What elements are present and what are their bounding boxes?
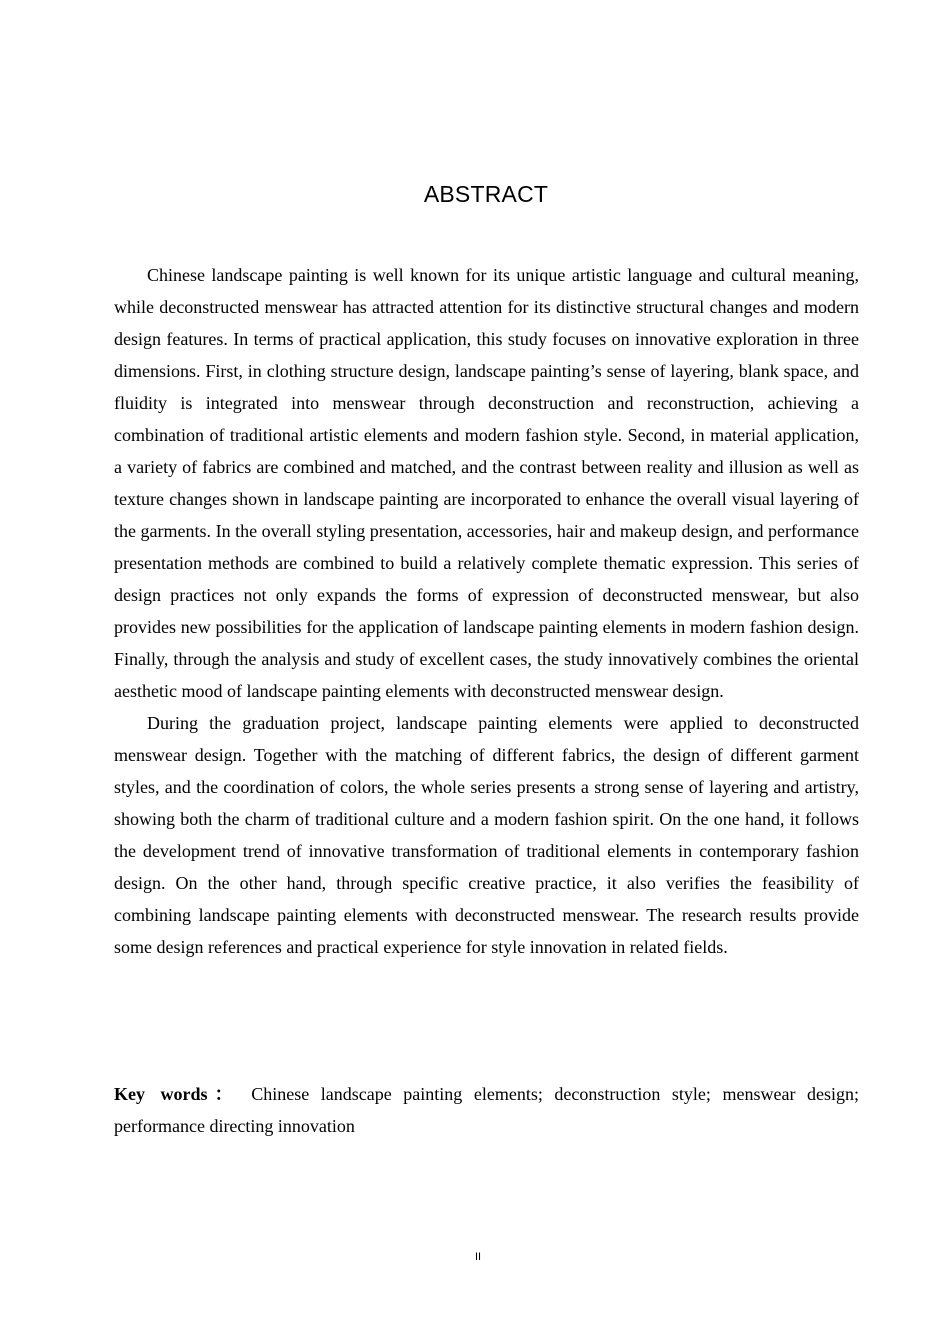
- abstract-paragraph-2: During the graduation project, landscape painting elements were applied to deconstructed menswear design. Together with the matching of different fabrics, the design of different garment styles, and the coordination of colors, the whole series presents a strong sense of layering and artistry, showing both the charm of traditional culture and a modern fashion spirit. On the one hand, it follows the development trend of innovative transformation of traditional elements in contemporary fashion design. On the other hand, through specific creative practice, it also verifies the feasibility of combining landscape painting elements with deconstructed menswear. The research results provide some design references and practical experience for style innovation in related fields.: [114, 713, 859, 957]
- page-number: II: [474, 1251, 482, 1263]
- abstract-paragraph-1: Chinese landscape painting is well known for its unique artistic language and cultural meaning, while deconstructed menswear has attracted attention for its distinctive structural changes and modern design features. In terms of practical application, this study focuses on innovative exploration in three dimensions. First, in clothing structure design, landscape painting’s sense of layering, blank space, and fluidity is integrated into menswear through deconstruction and reconstruction, achieving a combination of traditional artistic elements and modern fashion style. Second, in material application, a variety of fabrics are combined and matched, and the contrast between reality and illusion as well as texture changes shown in landscape painting are incorporated to enhance the overall visual layering of the garments. In the overall styling presentation, accessories, hair and makeup design, and performance presentation methods are combined to build a relatively complete thematic expression. This series of design practices not only expands the forms of expression of deconstructed menswear, but also provides new possibilities for the application of landscape painting elements in modern fashion design. Finally, through the analysis and study of excellent cases, the study innovatively combines the oriental aesthetic mood of landscape painting elements with deconstructed menswear design.: [114, 265, 859, 701]
- abstract-body: [114, 259, 859, 963]
- abstract-title: ABSTRACT: [423, 181, 549, 207]
- keywords-label: Key words：: [114, 1084, 240, 1104]
- keywords-text: Chinese landscape painting elements; deconstruction style; menswear design; performance directing innovation: [114, 1084, 859, 1136]
- keywords-block: [114, 1078, 859, 1142]
